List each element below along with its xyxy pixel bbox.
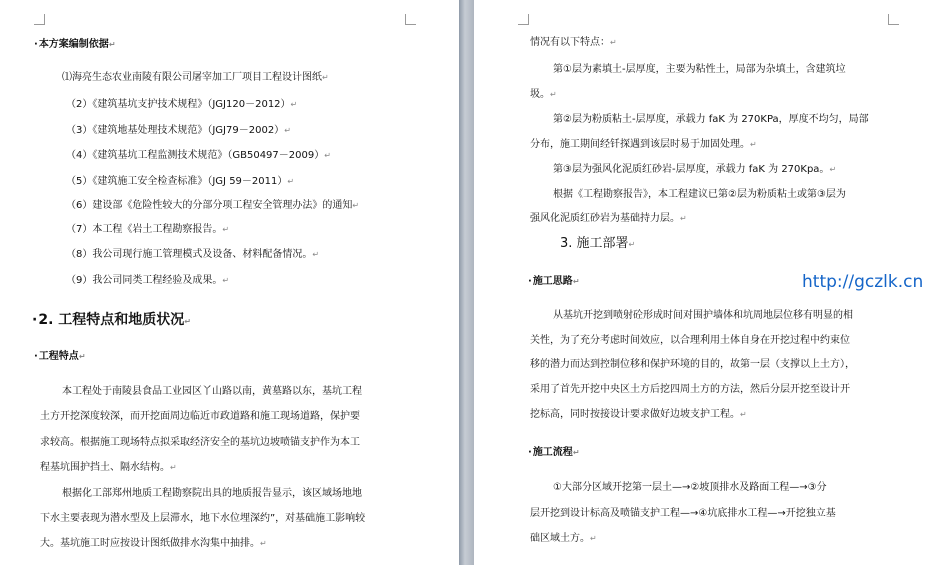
- para2-line-2: 下水主要表现为潜水型及上层滞水，地下水位埋深约”，对基础施工影响较: [40, 513, 366, 524]
- margin-corner-mark: [888, 14, 899, 25]
- heading-basis: · 本方案编制依据↵: [34, 38, 116, 51]
- para2-line-1: 根据化工部郑州地质工程勘察院出具的地质报告显示，该区域场地地: [62, 488, 362, 499]
- watermark-url: http://gczlk.cn: [802, 272, 924, 292]
- para1-line-1: 本工程处于南陵县食品工业园区丫山路以南，黄墓路以东，基坑工程: [62, 386, 362, 397]
- basis-item-6: （6）建设部《危险性较大的分部分项工程安全管理办法》的通知↵: [66, 200, 360, 211]
- idea-line-2: 关性，为了充分考虑时间效应，以合理利用土体自身在开挖过程中约束位: [530, 335, 850, 346]
- section-3-title: 3. 施工部署↵: [560, 236, 636, 251]
- subheading-features: · 工程特点↵: [34, 350, 86, 363]
- layer2-line-2: 分布，施工期间经钎探遇到该层时易于加固处理。↵: [530, 139, 757, 150]
- basis-item-1: ⑴海亮生态农业南陵有限公司屠宰加工厂项目工程设计图纸↵: [62, 72, 329, 83]
- flow-line-1: ①大部分区域开挖第一层土—→②坡顶排水及路面工程—→③分: [553, 482, 827, 493]
- subheading-flow: · 施工流程↵: [528, 446, 580, 459]
- margin-corner-mark: [34, 14, 45, 25]
- subheading-idea: · 施工思路↵: [528, 275, 580, 288]
- para1-line-4: 程基坑围护挡土、隔水结构。↵: [40, 462, 177, 473]
- para1-line-2: 土方开挖深度较深，而开挖面周边临近市政道路和施工现场道路，保护要: [40, 411, 360, 422]
- layer2-line-1: 第②层为粉质粘土-层厚度，承载力 faK 为 270KPa，厚度不均匀，局部: [553, 114, 869, 125]
- para1-line-3: 求较高。根据施工现场特点拟采取经济安全的基坑边坡喷锚支护作为本工: [40, 437, 360, 448]
- basis-item-2: （2）《建筑基坑支护技术规程》（JGJ120－2012）↵: [66, 99, 298, 110]
- basis-item-3: （3）《建筑地基处理技术规范》（JGJ79－2002）↵: [66, 125, 291, 136]
- para2-line-3: 大。基坑施工时应按设计图纸做排水沟集中抽排。↵: [40, 538, 267, 549]
- layer1-line-1: 第①层为素填土-层厚度，主要为粘性土，局部为杂填土，含建筑垃: [553, 64, 846, 75]
- idea-line-3: 移的潜力而达到控制位移和保护环境的目的，故第一层（支撑以上土方），: [530, 359, 855, 370]
- flow-line-3: 础区域土方。↵: [530, 533, 597, 544]
- idea-line-4: 采用了首先开挖中央区土方后挖四周土方的方法，然后分层开挖至设计开: [530, 384, 850, 395]
- idea-line-1: 从基坑开挖到喷射砼形成时间对围护墙体和坑周地层位移有明显的相: [553, 310, 853, 321]
- basis-item-5: （5）《建筑施工安全检查标准》（JGJ 59－2011）↵: [66, 176, 295, 187]
- margin-corner-mark: [405, 14, 416, 25]
- layer3-line: 第③层为强风化泥质红砂岩-层厚度，承载力 faK 为 270Kpa。↵: [553, 164, 837, 175]
- report-line-1: 根据《工程勘察报告》，本工程建议已第②层为粉质粘土或第③层为: [553, 189, 846, 200]
- page-gutter: [459, 0, 474, 565]
- document-page-left: [0, 0, 459, 565]
- flow-line-2: 层开挖到设计标高及喷锚支护工程—→④坑底排水工程—→开挖独立基: [530, 508, 836, 519]
- report-line-2: 强风化泥质红砂岩为基础持力层。↵: [530, 213, 687, 224]
- basis-item-9: （9）我公司同类工程经验及成果。↵: [66, 275, 230, 286]
- section-2-title: · 2. 工程特点和地质状况↵: [32, 312, 191, 330]
- basis-item-4: （4）《建筑基坑工程监测技术规范》（GB50497－2009）↵: [66, 150, 331, 161]
- intro-line: 情况有以下特点：↵: [530, 37, 617, 48]
- basis-item-7: （7）本工程《岩土工程勘察报告。↵: [66, 224, 230, 235]
- margin-corner-mark: [518, 14, 529, 25]
- idea-line-5: 挖标高，同时按接设计要求做好边坡支护工程。↵: [530, 409, 747, 420]
- layer1-line-2: 圾。↵: [530, 89, 557, 100]
- document-page-right: [474, 0, 943, 565]
- basis-item-8: （8）我公司现行施工管理模式及设备、材料配备情况。↵: [66, 249, 320, 260]
